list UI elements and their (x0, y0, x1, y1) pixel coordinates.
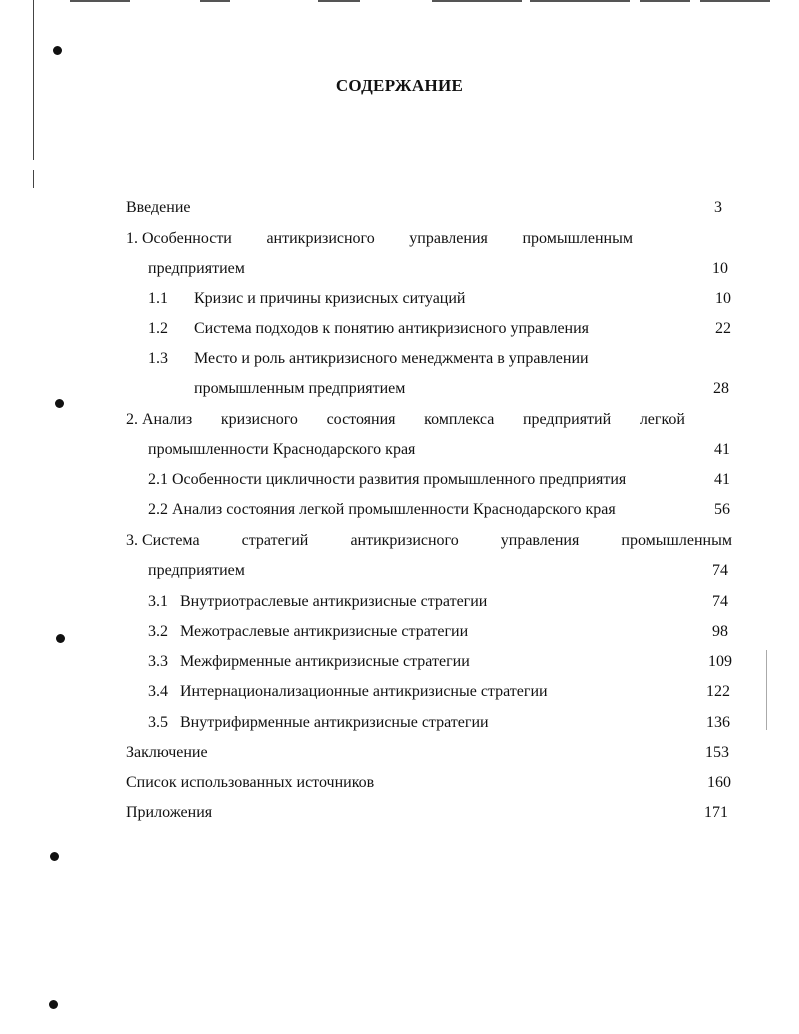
toc-section-2-1 (148, 469, 730, 491)
scan-edge-line (70, 0, 130, 2)
scan-edge-line (700, 0, 770, 2)
punch-hole-icon (49, 1000, 58, 1009)
toc-chapter-1: 1. Особенности антикризисного управления промышленным (126, 230, 633, 247)
section-number: 3.1 (148, 593, 168, 610)
toc-label: Приложения (126, 804, 213, 821)
toc-entry-sources (126, 772, 731, 794)
toc-page-number: 171 (704, 804, 728, 821)
toc-page-number: 136 (706, 714, 730, 731)
toc-entry-conclusion (126, 742, 729, 764)
toc-label: Интернационализационные антикризисные стратегии (180, 683, 548, 700)
toc-page-number: 74 (712, 562, 728, 579)
toc-label: Кризис и причины кризисных ситуаций (194, 290, 466, 307)
scan-edge-line (200, 0, 230, 2)
toc-section-3-1 (148, 591, 728, 613)
toc-chapter-3: 3. Система стратегий антикризисного управления промышленным (126, 532, 732, 549)
toc-page-number: 41 (714, 471, 730, 488)
toc-chapter-1-cont: предприятием 10 (148, 258, 728, 280)
toc-label: Внутриотраслевые антикризисные стратегии (180, 593, 488, 610)
toc-label: Внутрифирменные антикризисные стратегии (180, 714, 489, 731)
toc-page-number: 28 (713, 380, 729, 397)
section-number: 1.1 (148, 290, 168, 307)
toc-label: Введение (126, 199, 191, 216)
toc-section-3-5 (148, 712, 730, 734)
toc-page-number: 41 (714, 441, 730, 458)
section-number: 3.3 (148, 653, 168, 670)
toc-label: Заключение (126, 744, 208, 761)
chapter-number: 1. (126, 230, 138, 247)
toc-section-1-2 (148, 318, 731, 340)
toc-page-number: 122 (706, 683, 730, 700)
scan-margin-line (33, 170, 34, 188)
toc-page-number: 22 (715, 320, 731, 337)
toc-chapter-2-cont: промышленности Краснодарского края 41 (148, 439, 730, 461)
punch-hole-icon (55, 399, 64, 408)
toc-label: Список использованных источников (126, 774, 375, 791)
punch-hole-icon (53, 46, 62, 55)
toc-section-3-2 (148, 621, 728, 643)
toc-section-2-2 (148, 499, 730, 521)
toc-page-number: 153 (705, 744, 729, 761)
chapter-number: 2. (126, 411, 138, 428)
section-number: 3.4 (148, 683, 168, 700)
toc-page-number: 74 (712, 593, 728, 610)
toc-page-number: 10 (715, 290, 731, 307)
toc-label: Межотраслевые антикризисные стратегии (180, 623, 469, 640)
toc-page-number: 10 (712, 260, 728, 277)
punch-hole-icon (56, 634, 65, 643)
section-number: 3.5 (148, 714, 168, 731)
toc-chapter-2: 2. Анализ кризисного состояния комплекса предприятий легкой (126, 411, 685, 428)
toc-page-number: 56 (714, 501, 730, 518)
scan-edge-line (432, 0, 522, 2)
punch-hole-icon (50, 852, 59, 861)
scan-edge-line (318, 0, 360, 2)
chapter-number: 3. (126, 532, 138, 549)
toc-section-3-3 (148, 651, 732, 673)
toc-label: Система подходов к понятию антикризисного управления (194, 320, 590, 337)
section-number: 1.3 (148, 350, 168, 367)
toc-page-number: 3 (714, 199, 722, 216)
toc-entry-intro (126, 197, 722, 219)
toc-section-3-4 (148, 681, 730, 703)
section-number: 1.2 (148, 320, 168, 337)
scan-margin-line (766, 650, 767, 730)
toc-chapter-3-cont: предприятием 74 (148, 560, 728, 582)
toc-page-number: 109 (708, 653, 732, 670)
toc-label: Место и роль антикризисного менеджмента в управлении (194, 350, 589, 367)
toc-label: Межфирменные антикризисные стратегии (180, 653, 470, 670)
toc-label: 2.2 Анализ состояния легкой промышленности Краснодарского края (148, 501, 616, 518)
toc-page-number: 98 (712, 623, 728, 640)
scan-edge-line (640, 0, 690, 2)
toc-label: 2.1 Особенности цикличности развития промышленного предприятия (148, 471, 627, 488)
scan-edge-line (530, 0, 630, 2)
toc-entry-appendix (126, 802, 728, 824)
page-title: СОДЕРЖАНИЕ (335, 76, 464, 95)
toc-section-1-1 (148, 288, 731, 310)
toc-page-number: 160 (707, 774, 731, 791)
section-number: 3.2 (148, 623, 168, 640)
toc-section-1-3-cont: промышленным предприятием 28 (194, 378, 729, 400)
toc-section-1-3 (148, 348, 731, 370)
